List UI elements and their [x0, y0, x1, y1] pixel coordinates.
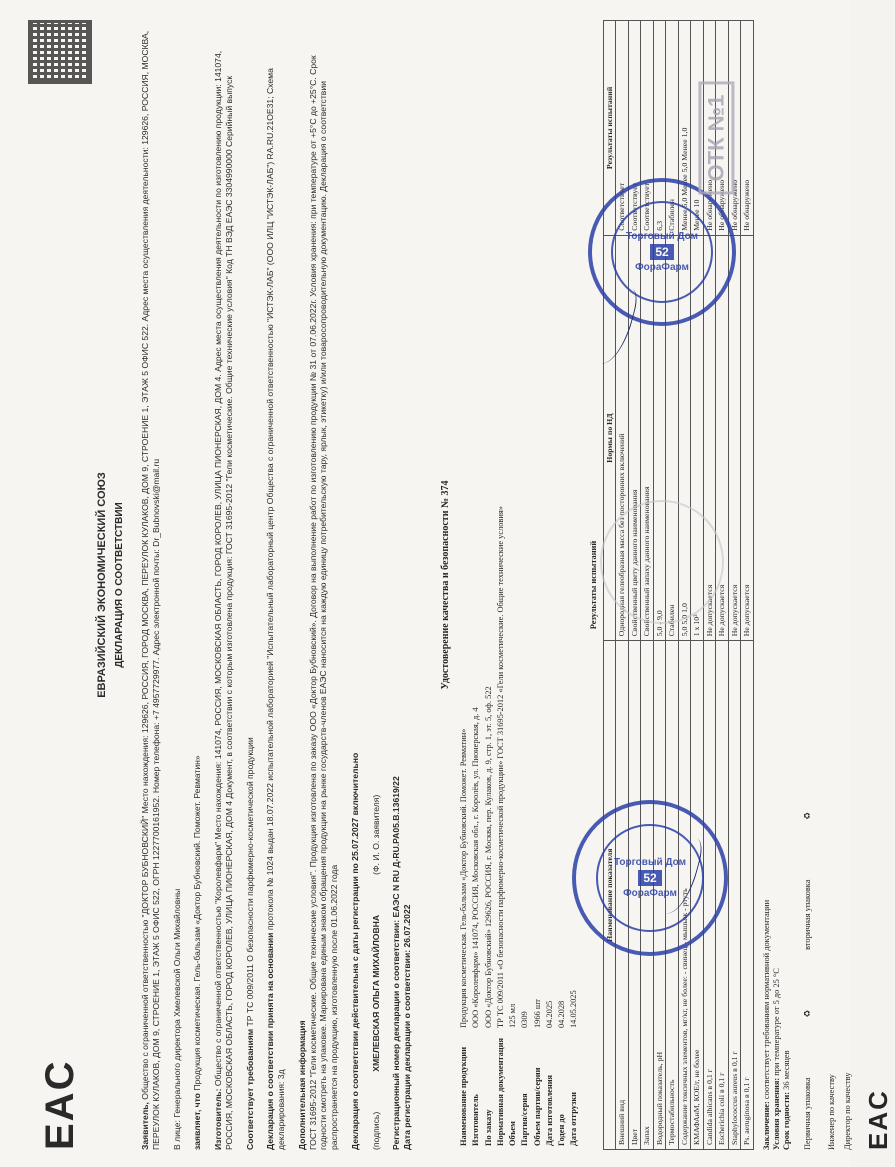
stamp-line1-r: Торговый Дом — [625, 231, 699, 242]
info-row — [458, 20, 470, 1150]
results-title: Результаты испытаний — [588, 540, 598, 630]
storage-text: при температуре от 5 до 25 °С — [772, 968, 782, 1076]
stamp-line2-r: ФораФарм — [635, 262, 689, 273]
extra-label: Дополнительная информация — [296, 1020, 307, 1150]
result-indicator: Содержание токсичных элементов, мг/кг, не более: - свинец - мышьяк - ртуть — [678, 641, 691, 1150]
date-value: 26.07.2022 — [402, 904, 412, 948]
extra-block — [297, 20, 340, 1150]
result-value: Соответствует — [616, 21, 629, 236]
maker-block — [213, 20, 234, 1150]
result-norm: Свойственный запаху данного наименования — [641, 235, 654, 641]
storage-label: Условия хранения: — [772, 1077, 782, 1150]
result-indicator: Escherichia coli в 0,1 г — [716, 641, 729, 1150]
result-indicator: Цвет — [628, 641, 641, 1150]
info-key: Объем — [508, 1121, 518, 1146]
info-value: 14.05.2025 — [569, 990, 579, 1028]
result-value: Не обнаружено — [703, 21, 716, 236]
basis-text: протокола № 1024 выдан 18.07.2022 испытательной лабораторией "Испытательный лабораторный центр Общества с ограниченной ответственностью "ИСТЭК-ЛАБ" (ООО ИЛЦ "ИСТЭК-ЛАБ") RA.RU.21ОЕ31; Схема декларирования: 3д — [265, 68, 287, 1150]
stamp-line1: Торговый Дом — [613, 857, 687, 868]
basis-label: Декларация о соответствии принята на основании — [265, 932, 276, 1150]
valid-text: 25.07.2027 включительно — [349, 752, 360, 861]
result-value: Не обнаружено — [728, 21, 741, 236]
valid-label: Декларация о соответствии действительна с даты регистрации по — [349, 863, 360, 1150]
info-row — [519, 20, 531, 1150]
recycle-icon: ♻ — [802, 1009, 812, 1018]
info-value: 04.2028 — [557, 1000, 567, 1028]
conclusion-text: соответствует требованиям нормативной документации — [761, 899, 771, 1100]
applicant-text: Общество с ограниченной ответственностью "ДОКТОР БУБНОВСКИЙ" Место нахождения: 129626, РОССИЯ, ГОРОД МОСКВА, ПЕРЕУЛОК КУЛАКОВ, ДОМ 9, СТРОЕНИЕ 1, ЭТАЖ 5 ОФИС 522. Адрес места осуществления деятельности: 129626, РОССИЯ, МОСКВА, ПЕРЕУЛОК КУЛАКОВ, ДОМ 9, СТРОЕНИЕ 1, ЭТАЖ 5 ОФИС 522, ОГРН 1227700161952. Номер телефона: +7 4957729977. Адрес электронной почты: Dr_Bubnovski@mail.ru — [140, 30, 161, 1150]
result-value: Не обнаружено — [716, 21, 729, 236]
stamp-badge-r: 52 — [650, 244, 673, 260]
packaging-row — [803, 20, 813, 1150]
compliance-block — [245, 20, 256, 1150]
header-norm: Нормы по НД — [603, 235, 616, 641]
info-row — [483, 20, 495, 1150]
result-norm: 5,0 - 9,0 — [653, 235, 666, 641]
shelf-block — [782, 20, 792, 1150]
signer-name: ХМЕЛЕВСКАЯ ОЛЬГА МИХАЙЛОВНА — [370, 914, 381, 1072]
result-indicator: Ps. aeruginosa в 0,1 г — [741, 641, 754, 1150]
reg-number: ЕАЭС N RU Д-RU.РА05.В.13619/22 — [391, 776, 402, 918]
info-value: Продукция косметическая. Гель-бальзам «Доктор Бубновский. Поможет. Ревматин» — [459, 728, 469, 1028]
declaration-title: ДЕКЛАРАЦИЯ О СООТВЕТСТВИИ — [113, 502, 125, 668]
extra-text: ГОСТ 31695-2012 "Гели косметические. Общие технические условия". Продукция изготовлена по заказу ООО «Доктор Бубновский». Договор на выполнение работ по изготовлению продукции № 31 от 07.06.2022г. Условия хранения: при температуре от +5°С до +25°С. Срок годности смотреть на упаковке. Маркирована единым знаком обращения продукции на рынке государств-членов ЕАЭС наносится на каждую единицу потребительскую тару, ярлык, этикетку) и/или товаросопроводительную документацию. Декларация о соответствии распространяется на продукцию, изготовленную после 01.06.2022 года — [307, 55, 340, 1150]
result-norm: Однородная гелеобразная масса без посторонних включений — [616, 235, 629, 641]
stamp-badge: 52 — [638, 870, 661, 886]
qr-code — [28, 20, 92, 84]
info-key: Объем партии/серии — [532, 1067, 542, 1146]
header-indicator: Наименование показателя — [603, 641, 616, 1150]
conclusion-label: Заключение: — [761, 1101, 771, 1150]
maker-text: Общество с ограниченной ответственностью "Королевфарм" Место нахождения: 141074, РОССИЯ, МОСКОВСКАЯ ОБЛАСТЬ, ГОРОД КОРОЛЕВ, УЛИЦА ПИОНЕРСКАЯ, ДОМ 4. Адрес места осуществления деятельности по изготовлению продукции: 141074, РОССИЯ, МОСКОВСКАЯ ОБЛАСТЬ, ГОРОД КОРОЛЕВ, УЛИЦА ПИОНЕРСКАЯ, ДОМ 4 Документ, в соответствии с которым изготовлена продукция: ГОСТ 31695-2012 "Гели косметические. Общие технические условия" Код ТН ВЭД ЕАЭС 3304990000 Серийный выпуск — [213, 50, 234, 1150]
info-value: 04.2025 — [544, 1000, 554, 1028]
result-indicator: Внешний вид — [616, 641, 629, 1150]
union-title: ЕВРАЗИЙСКИЙ ЭКОНОМИЧЕСКИЙ СОЮЗ — [96, 472, 108, 698]
info-key: По заказу — [483, 1109, 493, 1146]
compliance-label: Соответствует требованиям — [244, 1028, 255, 1150]
result-indicator: КМАФАнМ, КОЕ/г, не более — [691, 641, 704, 1150]
secondary-pack-label: вторичная упаковка — [802, 879, 812, 950]
result-indicator: Водородный показатель, pH — [653, 641, 666, 1150]
info-key: Годен до — [557, 1114, 567, 1146]
result-norm: 1 х 10³ — [691, 235, 704, 641]
reg-label: Регистрационный номер декларации о соответствии: — [391, 919, 402, 1150]
result-value: 6,3 — [653, 21, 666, 236]
declaration-panel — [28, 20, 428, 1150]
date-label: Дата регистрации декларации о соответствии: — [402, 949, 412, 1150]
info-row — [568, 20, 580, 1150]
signature-row — [371, 20, 382, 1150]
header-result: Результаты испытаний — [603, 21, 616, 236]
result-indicator: Staphylococcus aureus в 0,1 г — [728, 641, 741, 1150]
info-value: 0309 — [520, 1011, 530, 1028]
compliance-text: ТР ТС 009/2011 О безопасности парфюмерно-косметической продукции — [244, 737, 255, 1027]
info-key: Нормативная документация — [495, 1038, 505, 1146]
result-value: Соответствует — [628, 21, 641, 236]
certificate-footer — [863, 20, 895, 1150]
date-block — [402, 20, 413, 1150]
sign-caption: (подпись) — [370, 1111, 381, 1150]
result-norm: 5,0 5,0 1,0 — [678, 235, 691, 641]
info-key: Наименование продукции — [459, 1046, 469, 1146]
stamp-line2: ФораФарм — [623, 888, 677, 899]
declares-block — [192, 20, 203, 1150]
fio-caption: (Ф. И. О. заявителя) — [370, 794, 381, 875]
info-row — [470, 20, 482, 1150]
result-indicator: Запах — [641, 641, 654, 1150]
shelf-label: Срок годности: — [782, 1091, 792, 1150]
company-stamp-left — [572, 800, 728, 956]
shelf-text: 36 месяцев — [782, 1050, 792, 1090]
info-value: ООО «Королевфарм» 141074, РОССИЯ, Московская обл., г. Королёв, ул. Пионерская, д. 4 — [471, 707, 481, 1028]
faint-stamp-imprint — [600, 500, 724, 624]
info-value: ООО «Доктор Бубновский» 129626, РОССИЯ, г. Москва, пер. Кулаков, д. 9, стр. 1, эт. 5, оф. 522 — [483, 686, 493, 1028]
info-value: ТР ТС 009/2011 «О безопасности парфюмерно-косметической продукции» ГОСТ 31695-2012 «Гели косметические. Общие технические условия» — [495, 506, 505, 1028]
applicant-label: Заявитель, — [140, 1102, 151, 1150]
result-value: Менее 5,0 Менее 5,0 Менее 1,0 — [678, 21, 691, 236]
info-key: Партия/серия — [520, 1093, 530, 1146]
info-row — [532, 20, 544, 1150]
conclusion-block — [762, 20, 772, 1150]
recycle-icon-2: ♻ — [802, 812, 812, 820]
info-key: Дата изготовления — [544, 1074, 554, 1146]
result-value: Стабилен — [666, 21, 679, 236]
info-key: Дата отгрузки — [569, 1092, 579, 1146]
valid-block — [350, 20, 361, 1150]
info-value: 125 мл — [508, 1003, 518, 1028]
result-norm: Свойственный цвету данного наименования — [628, 235, 641, 641]
director-line: Директор по качеству — [843, 1072, 853, 1150]
certificate-info-table — [458, 20, 581, 1150]
otk-stamp: ОТК №1 — [698, 82, 734, 195]
info-row — [507, 20, 519, 1150]
maker-label: Изготовитель: — [213, 1088, 224, 1150]
engineer-line: Инженер по качеству — [826, 1074, 836, 1150]
result-norm: Не допускается — [716, 235, 729, 641]
info-row — [495, 20, 507, 1150]
primary-pack-label: Первичная упаковка — [802, 1077, 812, 1150]
eac-logo-small: EAC — [863, 1089, 894, 1150]
info-row — [556, 20, 568, 1150]
result-norm: Стабилен — [666, 235, 679, 641]
result-value: Соответствует — [641, 21, 654, 236]
storage-block — [772, 20, 782, 1150]
result-value: Не обнаружено — [741, 21, 754, 236]
certificate-title: Удостоверение качества и безопасности № 374 — [440, 480, 451, 690]
info-key: Изготовитель — [471, 1094, 481, 1146]
result-row — [741, 21, 754, 1150]
result-indicator: Термостабильность — [666, 641, 679, 1150]
reg-block — [391, 20, 402, 1150]
basis-block — [265, 20, 286, 1150]
person-text: В лице: Генерального директора Хмелевской Ольги Михайловны — [171, 888, 182, 1150]
declares-text: Продукция косметическая. Гель-бальзам «Доктор Бубновский. Поможет. Ревматин» — [192, 755, 203, 1091]
info-value: 1966 шт — [532, 999, 542, 1028]
result-indicator: Candida albicans в 0,1 г — [703, 641, 716, 1150]
info-row — [544, 20, 556, 1150]
result-value: Менее 10 — [691, 21, 704, 236]
result-norm: Не допускается — [728, 235, 741, 641]
result-norm: Не допускается — [741, 235, 754, 641]
result-norm: Не допускается — [703, 235, 716, 641]
applicant-block — [140, 20, 161, 1150]
declares-label: заявляет, что — [192, 1093, 203, 1150]
eac-logo: EAC — [38, 1059, 82, 1150]
